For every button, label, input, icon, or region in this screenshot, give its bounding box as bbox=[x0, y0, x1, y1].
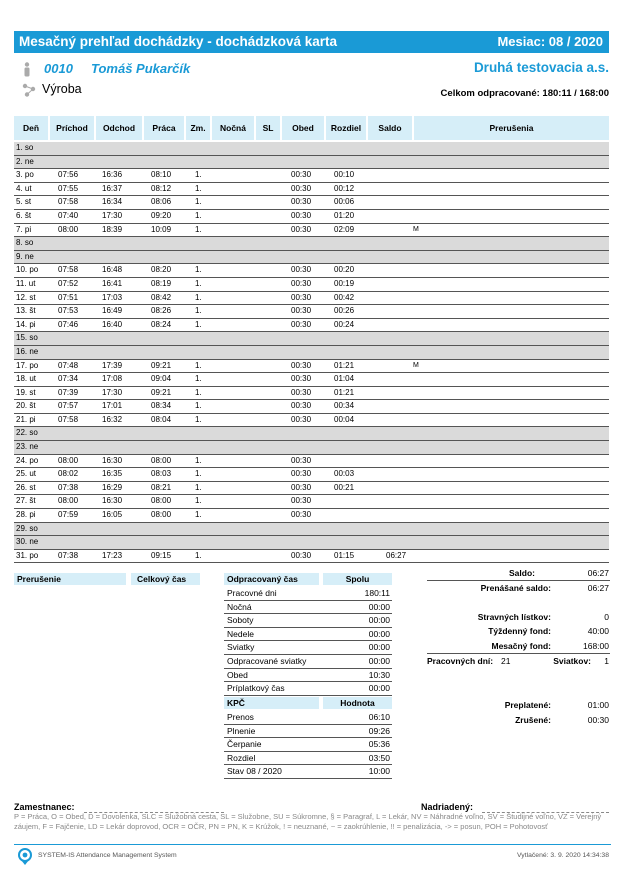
summary-row bbox=[224, 752, 392, 766]
cell-rozdiel: 01:21 bbox=[334, 387, 355, 397]
cell-day: 26. st bbox=[16, 482, 36, 492]
report-title: Mesačný prehľad dochádzky - dochádzková karta bbox=[19, 34, 338, 49]
summary-value: 00:00 bbox=[368, 655, 390, 666]
cell-rozdiel: 01:04 bbox=[334, 374, 355, 384]
employee-id: 0010 bbox=[44, 61, 73, 76]
table-row bbox=[14, 196, 609, 210]
cell-day: 17. po bbox=[16, 360, 39, 370]
cell-odchod: 16:37 bbox=[102, 183, 123, 193]
cell-prichod: 07:58 bbox=[58, 265, 79, 275]
cell-obed: 00:30 bbox=[291, 482, 312, 492]
mesacny-fond-label: Mesačný fond: bbox=[491, 641, 551, 651]
table-row bbox=[14, 183, 609, 197]
spolu-header: Spolu bbox=[323, 573, 392, 585]
summary-label: Odpracované sviatky bbox=[227, 655, 307, 666]
cell-rozdiel: 01:15 bbox=[334, 550, 355, 560]
summary-value: 10:30 bbox=[368, 669, 390, 680]
summary-value: 00:00 bbox=[368, 615, 390, 626]
celkovy-cas-header: Celkový čas bbox=[131, 573, 200, 585]
table-row bbox=[14, 482, 609, 496]
summary-row bbox=[224, 628, 392, 642]
cell-praca: 08:19 bbox=[151, 278, 172, 288]
table-row bbox=[14, 468, 609, 482]
sviatkov-value: 1 bbox=[604, 656, 609, 666]
cell-odchod: 17:30 bbox=[102, 387, 123, 397]
cell-rozdiel: 00:10 bbox=[334, 170, 355, 180]
zrusene-value: 00:30 bbox=[587, 715, 609, 725]
table-row bbox=[14, 509, 609, 523]
cell-day: 13. št bbox=[16, 306, 36, 316]
cell-day: 25. ut bbox=[16, 469, 37, 479]
summary-label: Obed bbox=[227, 669, 248, 680]
summary-value: 00:00 bbox=[368, 628, 390, 639]
summary-label: Nedele bbox=[227, 628, 254, 639]
table-row bbox=[14, 373, 609, 387]
cell-praca: 08:12 bbox=[151, 183, 172, 193]
summary-label: Plnenie bbox=[227, 725, 256, 736]
cell-day: 4. ut bbox=[16, 183, 32, 193]
cell-zmena: 1. bbox=[195, 387, 202, 397]
summary-row bbox=[224, 614, 392, 628]
cell-praca: 08:03 bbox=[151, 469, 172, 479]
person-icon bbox=[22, 62, 32, 77]
cell-prichod: 08:00 bbox=[58, 455, 79, 465]
cell-prichod: 07:59 bbox=[58, 510, 79, 520]
cell-obed: 00:30 bbox=[291, 455, 312, 465]
cell-obed: 00:30 bbox=[291, 550, 312, 560]
cell-prichod: 07:40 bbox=[58, 210, 79, 220]
col-den: Deň bbox=[14, 116, 48, 140]
summary-value: 03:50 bbox=[368, 752, 390, 763]
cell-obed: 00:30 bbox=[291, 224, 312, 234]
cell-day: 23. ne bbox=[16, 442, 39, 452]
cell-day: 5. st bbox=[16, 197, 32, 207]
summary-row bbox=[224, 655, 392, 669]
report-month: Mesiac: 08 / 2020 bbox=[497, 34, 603, 49]
col-nocna: Nočná bbox=[212, 116, 254, 140]
cell-praca: 08:00 bbox=[151, 510, 172, 520]
cell-day: 9. ne bbox=[16, 251, 34, 261]
total-worked: Celkom odpracované: 180:11 / 168:00 bbox=[440, 88, 609, 99]
cell-odchod: 17:08 bbox=[102, 374, 123, 384]
cell-obed: 00:30 bbox=[291, 496, 312, 506]
cell-obed: 00:30 bbox=[291, 210, 312, 220]
cell-day: 15. so bbox=[16, 333, 38, 343]
cell-odchod: 16:41 bbox=[102, 278, 123, 288]
cell-prichod: 07:57 bbox=[58, 401, 79, 411]
cell-praca: 09:21 bbox=[151, 387, 172, 397]
cell-day: 27. št bbox=[16, 496, 36, 506]
summary-value: 00:00 bbox=[368, 683, 390, 694]
cell-praca: 08:00 bbox=[151, 496, 172, 506]
preplatene-value: 01:00 bbox=[587, 700, 609, 710]
col-rozdiel: Rozdiel bbox=[326, 116, 366, 140]
cell-day: 22. so bbox=[16, 428, 38, 438]
table-row bbox=[14, 387, 609, 401]
kpc-table bbox=[224, 711, 392, 779]
table-row bbox=[14, 360, 609, 374]
prerusenie-header: Prerušenie bbox=[14, 573, 126, 585]
cell-prichod: 07:51 bbox=[58, 292, 79, 302]
summary-value: 10:00 bbox=[368, 766, 390, 777]
summary-row bbox=[224, 601, 392, 615]
table-row bbox=[14, 251, 609, 265]
summary-row bbox=[224, 711, 392, 725]
sviatkov-label: Sviatkov: bbox=[553, 656, 591, 666]
pracovnych-dni-label: Pracovných dní: bbox=[427, 656, 494, 666]
cell-zmena: 1. bbox=[195, 414, 202, 424]
cell-rozdiel: 02:09 bbox=[334, 224, 355, 234]
cell-obed: 00:30 bbox=[291, 292, 312, 302]
divider bbox=[427, 580, 610, 581]
col-odchod: Odchod bbox=[96, 116, 142, 140]
summary-row bbox=[224, 765, 392, 779]
cell-rozdiel: 00:34 bbox=[334, 401, 355, 411]
table-row bbox=[14, 237, 609, 251]
cell-obed: 00:30 bbox=[291, 414, 312, 424]
cell-zmena: 1. bbox=[195, 170, 202, 180]
cell-rozdiel: 00:12 bbox=[334, 183, 355, 193]
cell-obed: 00:30 bbox=[291, 360, 312, 370]
cell-prichod: 07:58 bbox=[58, 414, 79, 424]
cell-day: 10. po bbox=[16, 265, 39, 275]
cell-zmena: 1. bbox=[195, 210, 202, 220]
cell-odchod: 16:35 bbox=[102, 469, 123, 479]
cell-odchod: 16:48 bbox=[102, 265, 123, 275]
col-praca: Práca bbox=[144, 116, 184, 140]
col-sl: SL bbox=[256, 116, 280, 140]
legend: P = Práca, O = Obed, D = Dovolenka, SLC = Služobná cesta, SL = Služobne, SU = Súkromne, § = Paragraf, L = Lekár, NV = Náhradné voľno, SV = Študijné voľno, VZ = Verejný záujem, F = Fajčenie, LD = Lekár doprovod, OCR = OČR, PN = PN, K = Krúžok, ! = neuznané, ~ = zaokrúhlenie, !! = penalizácia, -> = posun, POH = Pohotovosť bbox=[14, 812, 602, 831]
kpc-label: KPČ bbox=[224, 697, 319, 709]
stravne-value: 0 bbox=[604, 612, 609, 622]
cell-zmena: 1. bbox=[195, 292, 202, 302]
department-icon bbox=[22, 83, 36, 97]
cell-zmena: 1. bbox=[195, 265, 202, 275]
tyzdenny-fond-label: Týždenný fond: bbox=[488, 626, 551, 636]
prenasane-saldo-label: Prenášané saldo: bbox=[480, 583, 551, 593]
divider bbox=[427, 653, 610, 654]
cell-day: 21. pi bbox=[16, 414, 36, 424]
footer-system: SYSTEM-IS Attendance Management System bbox=[38, 852, 177, 859]
cell-prichod: 07:55 bbox=[58, 183, 79, 193]
cell-zmena: 1. bbox=[195, 224, 202, 234]
cell-odchod: 16:05 bbox=[102, 510, 123, 520]
cell-praca: 08:26 bbox=[151, 306, 172, 316]
cell-zmena: 1. bbox=[195, 401, 202, 411]
cell-praca: 09:20 bbox=[151, 210, 172, 220]
cell-rozdiel: 00:20 bbox=[334, 265, 355, 275]
table-row bbox=[14, 332, 609, 346]
cell-prichod: 08:02 bbox=[58, 469, 79, 479]
cell-odchod: 18:39 bbox=[102, 224, 123, 234]
mesacny-fond-value: 168:00 bbox=[583, 641, 609, 651]
summary-value: 180:11 bbox=[364, 588, 390, 598]
summary-row bbox=[224, 669, 392, 683]
summary-value: 00:00 bbox=[368, 601, 390, 612]
table-row bbox=[14, 536, 609, 550]
summary-label: Soboty bbox=[227, 615, 254, 626]
cell-obed: 00:30 bbox=[291, 265, 312, 275]
system-logo-icon bbox=[18, 848, 32, 866]
summary-row bbox=[224, 738, 392, 752]
cell-prichod: 08:00 bbox=[58, 224, 79, 234]
tyzdenny-fond-value: 40:00 bbox=[587, 626, 609, 636]
cell-prichod: 07:34 bbox=[58, 374, 79, 384]
cell-prichod: 07:39 bbox=[58, 387, 79, 397]
supervisor-signature-label: Nadriadený: bbox=[421, 802, 474, 812]
cell-odchod: 17:39 bbox=[102, 360, 123, 370]
footer-divider bbox=[14, 844, 611, 845]
cell-rozdiel: 00:06 bbox=[334, 197, 355, 207]
cell-obed: 00:30 bbox=[291, 374, 312, 384]
summary-row bbox=[224, 725, 392, 739]
footer-printed: Vytlačené: 3. 9. 2020 14:34:38 bbox=[517, 852, 609, 859]
summary-value: 06:10 bbox=[368, 712, 390, 722]
cell-zmena: 1. bbox=[195, 482, 202, 492]
cell-zmena: 1. bbox=[195, 455, 202, 465]
summary-value: 09:26 bbox=[368, 725, 390, 736]
table-row bbox=[14, 346, 609, 360]
cell-prichod: 07:38 bbox=[58, 482, 79, 492]
table-row bbox=[14, 278, 609, 292]
table-row bbox=[14, 305, 609, 319]
cell-day: 2. ne bbox=[16, 156, 34, 166]
cell-praca: 10:09 bbox=[151, 224, 172, 234]
cell-praca: 08:20 bbox=[151, 265, 172, 275]
cell-rozdiel: 00:26 bbox=[334, 306, 355, 316]
table-row bbox=[14, 142, 609, 156]
col-prerusenia: Prerušenia bbox=[414, 116, 609, 140]
cell-zmena: 1. bbox=[195, 183, 202, 193]
hodnota-label: Hodnota bbox=[323, 697, 392, 709]
cell-odchod: 17:30 bbox=[102, 210, 123, 220]
summary-label: Nočná bbox=[227, 601, 252, 612]
table-row bbox=[14, 495, 609, 509]
summary-label: Čerpanie bbox=[227, 739, 262, 750]
summary-label: Príplatkový čas bbox=[227, 683, 285, 694]
saldo-label: Saldo: bbox=[509, 568, 535, 578]
summary-label: Prenos bbox=[227, 712, 254, 722]
cell-zmena: 1. bbox=[195, 319, 202, 329]
cell-praca: 08:00 bbox=[151, 455, 172, 465]
cell-day: 24. po bbox=[16, 455, 39, 465]
table-row bbox=[14, 156, 609, 170]
cell-rozdiel: 00:19 bbox=[334, 278, 355, 288]
cell-zmena: 1. bbox=[195, 469, 202, 479]
summary-value: 00:00 bbox=[368, 642, 390, 653]
col-obed: Obed bbox=[282, 116, 324, 140]
cell-day: 19. st bbox=[16, 387, 36, 397]
cell-rozdiel: 00:24 bbox=[334, 319, 355, 329]
cell-odchod: 16:30 bbox=[102, 455, 123, 465]
preplatene-label: Preplatené: bbox=[504, 700, 551, 710]
summary-label: Sviatky bbox=[227, 642, 255, 653]
cell-praca: 09:21 bbox=[151, 360, 172, 370]
cell-zmena: 1. bbox=[195, 360, 202, 370]
stravne-label: Stravných lístkov: bbox=[477, 612, 551, 622]
cell-zmena: 1. bbox=[195, 197, 202, 207]
cell-obed: 00:30 bbox=[291, 170, 312, 180]
table-row bbox=[14, 455, 609, 469]
cell-praca: 08:24 bbox=[151, 319, 172, 329]
cell-day: 14. pi bbox=[16, 319, 36, 329]
cell-odchod: 17:03 bbox=[102, 292, 123, 302]
cell-day: 29. so bbox=[16, 523, 38, 533]
cell-zmena: 1. bbox=[195, 374, 202, 384]
table-row bbox=[14, 427, 609, 441]
cell-rozdiel: 01:20 bbox=[334, 210, 355, 220]
cell-day: 11. ut bbox=[16, 278, 36, 288]
cell-praca: 08:34 bbox=[151, 401, 172, 411]
cell-praca: 08:04 bbox=[151, 414, 172, 424]
cell-prichod: 08:00 bbox=[58, 496, 79, 506]
cell-obed: 00:30 bbox=[291, 469, 312, 479]
table-row bbox=[14, 210, 609, 224]
col-zm: Zm. bbox=[186, 116, 210, 140]
cell-day: 7. pi bbox=[16, 224, 32, 234]
cell-odchod: 16:34 bbox=[102, 197, 123, 207]
summary-row bbox=[224, 682, 392, 696]
table-row bbox=[14, 224, 609, 238]
cell-prichod: 07:53 bbox=[58, 306, 79, 316]
cell-zmena: 1. bbox=[195, 278, 202, 288]
cell-obed: 00:30 bbox=[291, 510, 312, 520]
table-row bbox=[14, 414, 609, 428]
col-saldo: Saldo bbox=[368, 116, 412, 140]
cell-day: 8. so bbox=[16, 238, 34, 248]
cell-zmena: 1. bbox=[195, 496, 202, 506]
cell-rozdiel: 00:21 bbox=[334, 482, 355, 492]
cell-obed: 00:30 bbox=[291, 183, 312, 193]
zrusene-label: Zrušené: bbox=[515, 715, 551, 725]
cell-obed: 00:30 bbox=[291, 306, 312, 316]
cell-odchod: 16:36 bbox=[102, 170, 123, 180]
cell-zmena: 1. bbox=[195, 306, 202, 316]
cell-obed: 00:30 bbox=[291, 319, 312, 329]
prenasane-saldo-value: 06:27 bbox=[587, 583, 609, 593]
cell-prichod: 07:56 bbox=[58, 170, 79, 180]
cell-praca: 08:42 bbox=[151, 292, 172, 302]
cell-day: 28. pi bbox=[16, 510, 36, 520]
cell-day: 18. ut bbox=[16, 374, 37, 384]
cell-obed: 00:30 bbox=[291, 197, 312, 207]
table-row bbox=[14, 400, 609, 414]
report-header bbox=[14, 31, 609, 53]
table-row bbox=[14, 319, 609, 333]
cell-prichod: 07:58 bbox=[58, 197, 79, 207]
cell-rozdiel: 00:04 bbox=[334, 414, 355, 424]
cell-rozdiel: 00:42 bbox=[334, 292, 355, 302]
cell-obed: 00:30 bbox=[291, 401, 312, 411]
department-name: Výroba bbox=[42, 82, 82, 96]
summary-row bbox=[224, 587, 392, 601]
cell-obed: 00:30 bbox=[291, 387, 312, 397]
cell-praca: 08:21 bbox=[151, 482, 172, 492]
cell-day: 1. so bbox=[16, 143, 34, 152]
cell-day: 20. št bbox=[16, 401, 36, 411]
cell-praca: 09:15 bbox=[151, 550, 172, 560]
cell-day: 12. st bbox=[16, 292, 36, 302]
cell-zmena: 1. bbox=[195, 550, 202, 560]
summary-row bbox=[224, 641, 392, 655]
odpracovany-header: Odpracovaný čas bbox=[224, 573, 319, 585]
cell-praca: 09:04 bbox=[151, 374, 172, 384]
table-row bbox=[14, 292, 609, 306]
cell-day: 30. ne bbox=[16, 537, 39, 547]
table-row bbox=[14, 169, 609, 183]
employee-name: Tomáš Pukarčík bbox=[91, 61, 191, 76]
cell-praca: 08:06 bbox=[151, 197, 172, 207]
cell-prichod: 07:46 bbox=[58, 319, 79, 329]
summary-label: Pracovné dni bbox=[227, 588, 277, 598]
summary-label: Rozdiel bbox=[227, 752, 256, 763]
table-row bbox=[14, 264, 609, 278]
cell-rozdiel: 01:21 bbox=[334, 360, 355, 370]
cell-odchod: 17:01 bbox=[102, 401, 123, 411]
cell-odchod: 16:49 bbox=[102, 306, 123, 316]
cell-zmena: 1. bbox=[195, 510, 202, 520]
table-row bbox=[14, 523, 609, 537]
cell-day: 6. št bbox=[16, 210, 32, 220]
summary-label: Stav 08 / 2020 bbox=[227, 766, 282, 777]
cell-prichod: 07:52 bbox=[58, 278, 79, 288]
cell-odchod: 16:30 bbox=[102, 496, 123, 506]
company-name: Druhá testovacia a.s. bbox=[473, 60, 609, 75]
cell-day: 31. po bbox=[16, 550, 39, 560]
cell-prerusenia: M bbox=[413, 225, 419, 233]
cell-prichod: 07:38 bbox=[58, 550, 79, 560]
cell-day: 16. ne bbox=[16, 346, 39, 356]
pracovnych-dni-value: 21 bbox=[501, 656, 511, 666]
cell-day: 3. po bbox=[16, 170, 34, 180]
table-row bbox=[14, 441, 609, 455]
cell-odchod: 16:32 bbox=[102, 414, 123, 424]
cell-praca: 08:10 bbox=[151, 170, 172, 180]
odpracovany-table bbox=[224, 587, 392, 696]
cell-rozdiel: 00:03 bbox=[334, 469, 355, 479]
table-row bbox=[14, 550, 609, 564]
kpc-header bbox=[224, 697, 392, 709]
cell-odchod: 16:29 bbox=[102, 482, 123, 492]
attendance-table bbox=[14, 142, 609, 563]
cell-prichod: 07:48 bbox=[58, 360, 79, 370]
cell-obed: 00:30 bbox=[291, 278, 312, 288]
employee-signature-label: Zamestnanec: bbox=[14, 802, 75, 812]
cell-odchod: 17:23 bbox=[102, 550, 123, 560]
cell-prerusenia: M bbox=[413, 361, 419, 369]
cell-odchod: 16:40 bbox=[102, 319, 123, 329]
cell-saldo: 06:27 bbox=[386, 550, 407, 560]
summary-value: 05:36 bbox=[368, 739, 390, 750]
col-prichod: Príchod bbox=[50, 116, 94, 140]
saldo-value: 06:27 bbox=[587, 568, 609, 578]
